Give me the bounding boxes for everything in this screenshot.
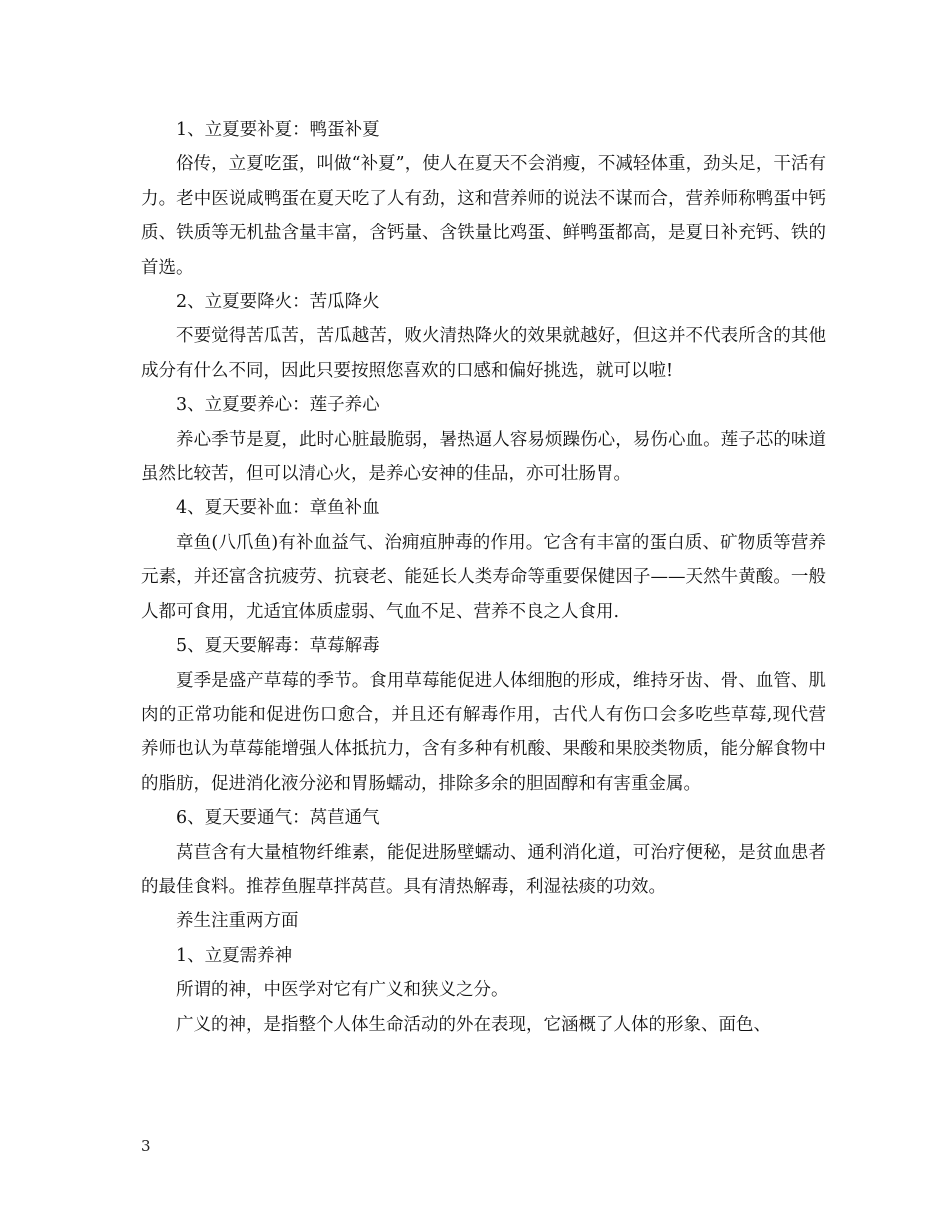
section-heading-octopus: 4、夏天要补血：章鱼补血 [176,498,380,519]
paragraph-duck-egg: 俗传，立夏吃蛋，叫做“补夏”，使人在夏天不会消瘦，不减轻体重，劲头足，干活有力。老中医说咸鸭蛋在夏天吃了人有劲，这和营养师的说法不谋而合，营养师称鸭蛋中钙质、铁质等无机盐含量丰富，含钙量、含铁量比鸡蛋、鲜鸭蛋都高，是夏日补充钙、铁的首选。 [141,154,826,278]
section-heading-duck-egg: 1、立夏要补夏：鸭蛋补夏 [176,120,380,140]
paragraph-strawberry: 夏季是盛产草莓的季节。食用草莓能促进人体细胞的形成，维持牙齿、骨、血管、肌肉的正常功能和促进伤口愈合，并且还有解毒作用，古代人有伤口会多吃些草莓,现代营养师也认为草莓能增强人体抵抗力，含有多种有机酸、果酸和果胶类物质，能分解食物中的脂肪，促进消化液分泌和胃肠蠕动，排除多余的胆固醇和有害重金属。 [141,670,826,794]
section-heading-bitter-melon: 2、立夏要降火：苦瓜降火 [176,292,380,313]
subsection-heading-spirit: 1、立夏需养神 [176,945,293,966]
paragraph-spirit-definition: 所谓的神，中医学对它有广义和狭义之分。 [176,980,509,1001]
section-heading-strawberry: 5、夏天要解毒：草莓解毒 [176,636,380,657]
paragraph-lotus-seed: 养心季节是夏，此时心脏最脆弱，暑热逼人容易烦躁伤心，易伤心血。莲子芯的味道虽然比较苦，但可以清心火，是养心安神的佳品，亦可壮肠胃。 [141,429,826,485]
page-number: 3 [141,1137,151,1155]
paragraph-bitter-melon: 不要觉得苦瓜苦，苦瓜越苦，败火清热降火的效果就越好，但这并不代表所含的其他成分有什么不同，因此只要按照您喜欢的口感和偏好挑选，就可以啦! [141,326,826,381]
document-body [141,113,826,1042]
paragraph-lettuce: 莴苣含有大量植物纤维素，能促进肠壁蠕动、通利消化道，可治疗便秘，是贫血患者的最佳食料。推荐鱼腥草拌莴苣。具有清热解毒，利湿祛痰的功效。 [141,842,826,897]
section-heading-lettuce: 6、夏天要通气：莴苣通气 [176,808,380,829]
paragraph-spirit-broad: 广义的神，是指整个人体生命活动的外在表现，它涵概了人体的形象、面色、 [176,1014,771,1035]
section-heading-lotus-seed: 3、立夏要养心：莲子养心 [176,395,380,416]
section-heading-wellness: 养生注重两方面 [176,911,299,932]
paragraph-octopus: 章鱼(八爪鱼)有补血益气、治痈疽肿毒的作用。它含有丰富的蛋白质、矿物质等营养元素，并还富含抗疲劳、抗衰老、能延长人类寿命等重要保健因子——天然牛黄酸。一般人都可食用，尤适宜体质虚弱、气血不足、营养不良之人食用. [141,532,826,622]
